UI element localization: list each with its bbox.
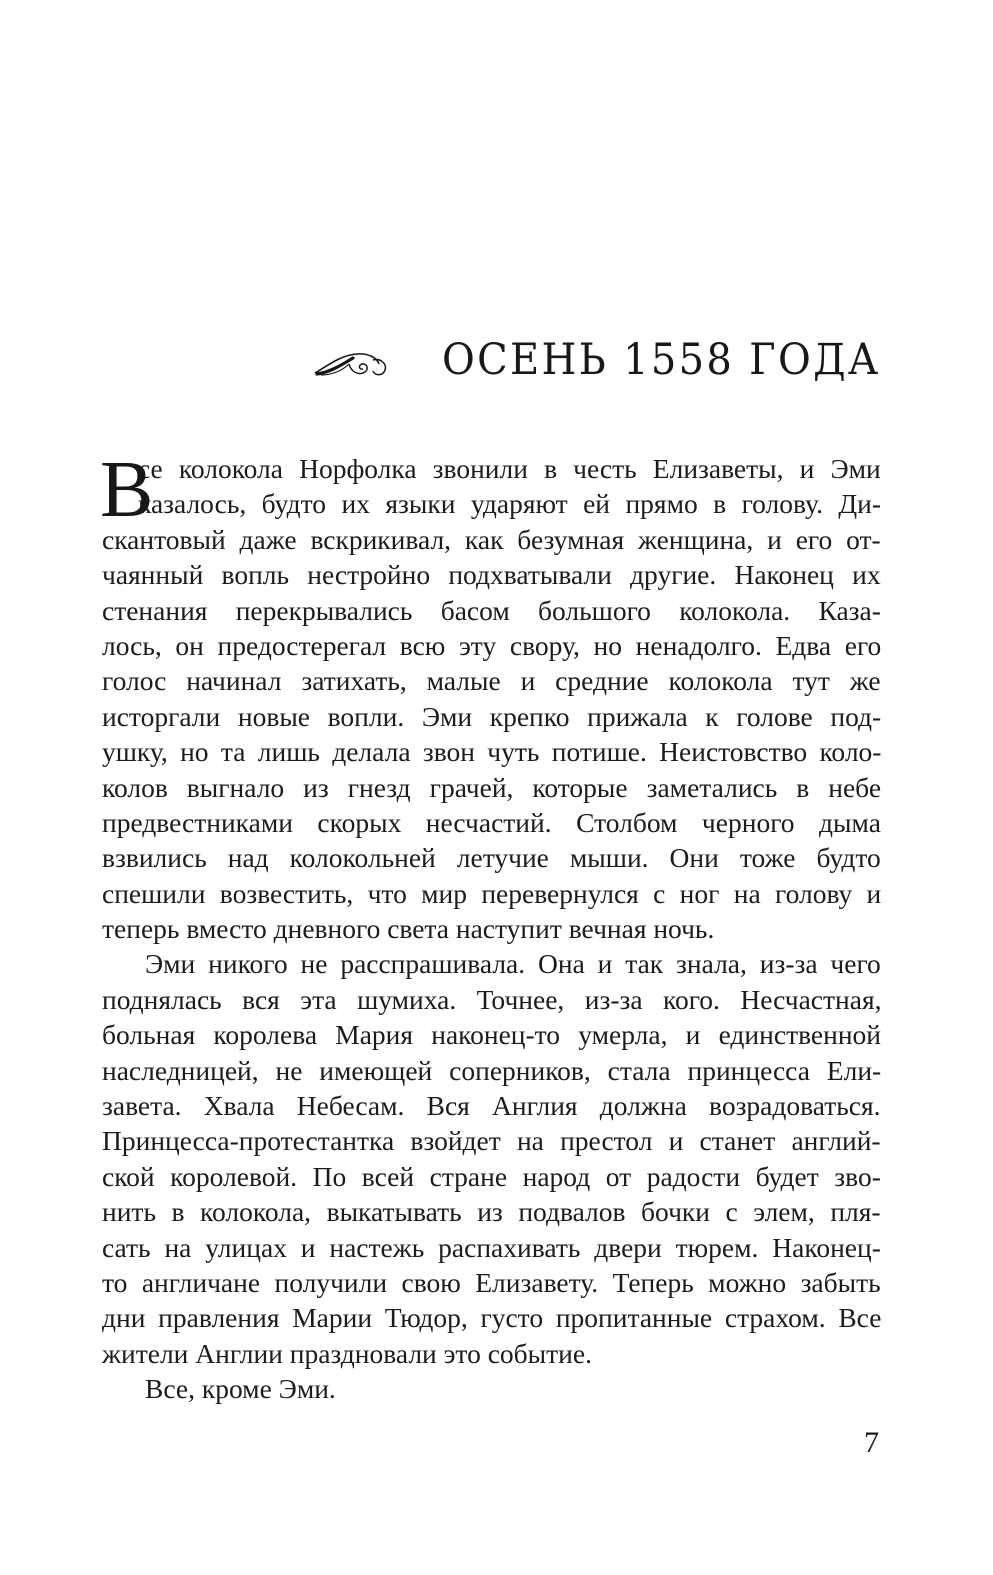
text-line: наследницей, не имеющей соперников, стала принцесса Ели- xyxy=(102,1054,882,1086)
text-line: голос начинал затихать, малые и средние колокола тут же xyxy=(102,665,881,697)
text-line: завета. Хвала Небесам. Вся Англия должна возрадоваться. xyxy=(102,1090,881,1122)
text-line: ской королевой. По всей стране народ от радости будет зво- xyxy=(102,1160,881,1192)
chapter-title: ОСЕНЬ 1558 ГОДА xyxy=(442,335,881,385)
text-line: то англичане получили свою Елизавету. Теперь можно забыть xyxy=(102,1266,881,1298)
chapter-heading xyxy=(313,330,881,390)
body-text xyxy=(100,446,882,1407)
text-line: предвестниками скорых несчастий. Столбом черного дыма xyxy=(102,806,881,838)
text-line: Эми никого не расспрашивала. Она и так знала, из-за чего xyxy=(145,948,881,980)
text-line: нить в колокола, выкатывать из подвалов бочки с элем, пля- xyxy=(102,1196,881,1228)
text-line: жители Англии праздновали это событие. xyxy=(102,1337,592,1369)
text-line: ушку, но та лишь делала звон чуть потише. Неистовство коло- xyxy=(102,736,882,768)
text-line: стенания перекрывались басом большого колокола. Каза- xyxy=(102,594,881,626)
text-line: Принцесса-протестантка взойдет на престол и станет англий- xyxy=(102,1125,881,1157)
text-line: исторгали новые вопли. Эми крепко прижала к голове под- xyxy=(102,700,882,732)
text-line: спешили возвестить, что мир перевернулся с ног на голову и xyxy=(102,877,882,909)
text-line: колов выгнало из гнезд грачей, которые заметались в небе xyxy=(102,771,882,803)
flourish-ornament-icon xyxy=(313,346,391,380)
drop-cap: В xyxy=(100,446,154,534)
text-line: взвились над колокольней летучие мыши. Они тоже будто xyxy=(102,842,881,874)
text-line: теперь вместо дневного света наступит вечная ночь. xyxy=(102,913,715,945)
page-number: 7 xyxy=(864,1426,879,1459)
text-line: Все, кроме Эми. xyxy=(145,1373,336,1405)
text-line: чаянный вопль нестройно подхватывали другие. Наконец их xyxy=(102,559,881,591)
text-line: лось, он предостерегал всю эту свору, но ненадолго. Едва его xyxy=(102,629,882,661)
text-line: се колокола Норфолка звонили в честь Елизаветы, и Эми xyxy=(138,453,881,484)
text-line: сать на улицах и настежь распахивать двери тюрем. Наконец- xyxy=(102,1231,881,1263)
text-line: больная королева Мария наконец-то умерла, и единственной xyxy=(102,1019,882,1051)
text-line: поднялась вся эта шумиха. Точнее, из-за кого. Несчастная, xyxy=(102,983,882,1015)
text-line: дни правления Марии Тюдор, густо пропитанные страхом. Все xyxy=(102,1302,882,1334)
text-line: казалось, будто их языки ударяют ей прямо в голову. Ди- xyxy=(138,488,882,520)
text-line: скантовый даже вскрикивал, как безумная женщина, и его от- xyxy=(102,523,881,555)
